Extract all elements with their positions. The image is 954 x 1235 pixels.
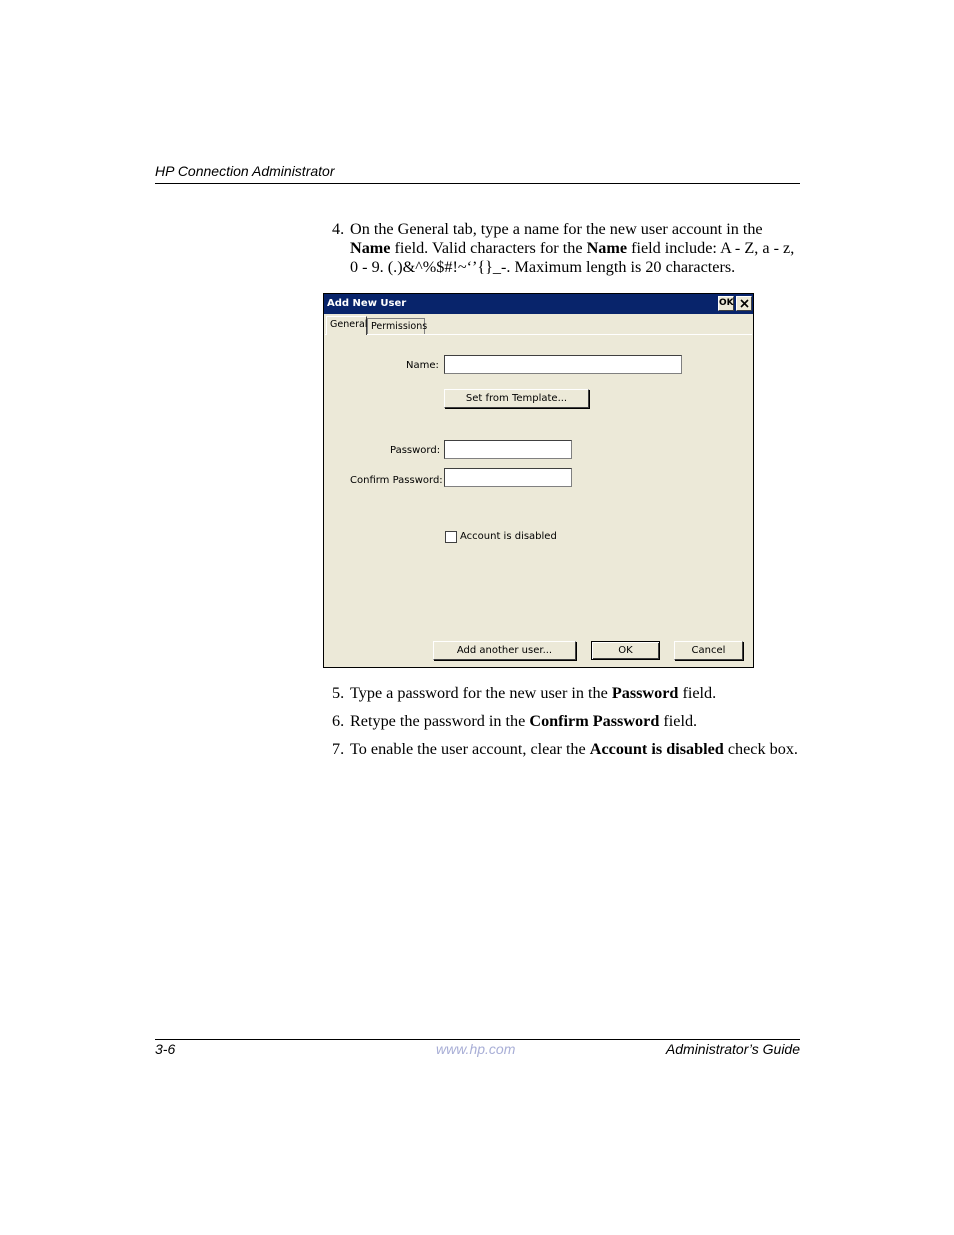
confirm-password-label: Confirm Password: bbox=[350, 475, 443, 486]
page-number: 3-6 bbox=[155, 1041, 176, 1057]
add-another-user-button[interactable]: Add another user... bbox=[433, 641, 576, 660]
password-label: Password: bbox=[390, 445, 441, 456]
set-from-template-button[interactable]: Set from Template... bbox=[444, 389, 589, 408]
step-number: 4. bbox=[332, 220, 345, 238]
dialog-title: Add New User bbox=[327, 298, 407, 309]
dialog-titlebar bbox=[324, 294, 753, 314]
password-field[interactable] bbox=[444, 440, 572, 459]
step-7 bbox=[332, 740, 802, 759]
step-6 bbox=[332, 712, 802, 731]
general-tab-panel bbox=[325, 334, 752, 666]
header-rule bbox=[155, 183, 800, 184]
ok-button[interactable]: OK bbox=[591, 641, 660, 660]
confirm-password-field[interactable] bbox=[444, 468, 572, 487]
step-5 bbox=[332, 684, 802, 703]
step-text: To enable the user account, clear the Account is disabled check box. bbox=[350, 740, 798, 758]
step-number: 6. bbox=[332, 712, 345, 730]
password-input[interactable] bbox=[445, 441, 571, 458]
name-input[interactable] bbox=[445, 356, 681, 373]
account-disabled-checkbox[interactable] bbox=[445, 531, 457, 543]
account-disabled-label: Account is disabled bbox=[460, 531, 557, 542]
step-number: 5. bbox=[332, 684, 345, 702]
step-text: Retype the password in the Confirm Password field. bbox=[350, 712, 698, 730]
step-number: 7. bbox=[332, 740, 345, 758]
name-field[interactable] bbox=[444, 355, 682, 374]
tab-permissions[interactable]: Permissions bbox=[367, 318, 425, 335]
step-text: On the General tab, type a name for the new user account in the Name field. Valid characters for the Name field include: A - Z, a - z, 0 - 9. (.)&^%$#!~‘’{}_-. Maximum length is 20 characters. bbox=[350, 220, 795, 276]
running-header: HP Connection Administrator bbox=[155, 163, 335, 179]
titlebar-ok-button[interactable]: OK bbox=[718, 296, 734, 311]
footer-rule bbox=[155, 1039, 800, 1040]
name-label: Name: bbox=[406, 360, 439, 371]
confirm-password-input[interactable] bbox=[445, 469, 571, 486]
add-new-user-dialog bbox=[323, 293, 754, 668]
cancel-button[interactable]: Cancel bbox=[674, 641, 743, 660]
step-text: Type a password for the new user in the Password field. bbox=[350, 684, 717, 702]
close-icon bbox=[740, 299, 749, 308]
footer-guide-title: Administrator’s Guide bbox=[665, 1041, 800, 1057]
titlebar-close-button[interactable] bbox=[736, 296, 752, 311]
footer-url-link[interactable]: www.hp.com bbox=[436, 1041, 516, 1057]
tab-general[interactable]: General bbox=[326, 316, 367, 335]
step-4 bbox=[332, 220, 802, 277]
